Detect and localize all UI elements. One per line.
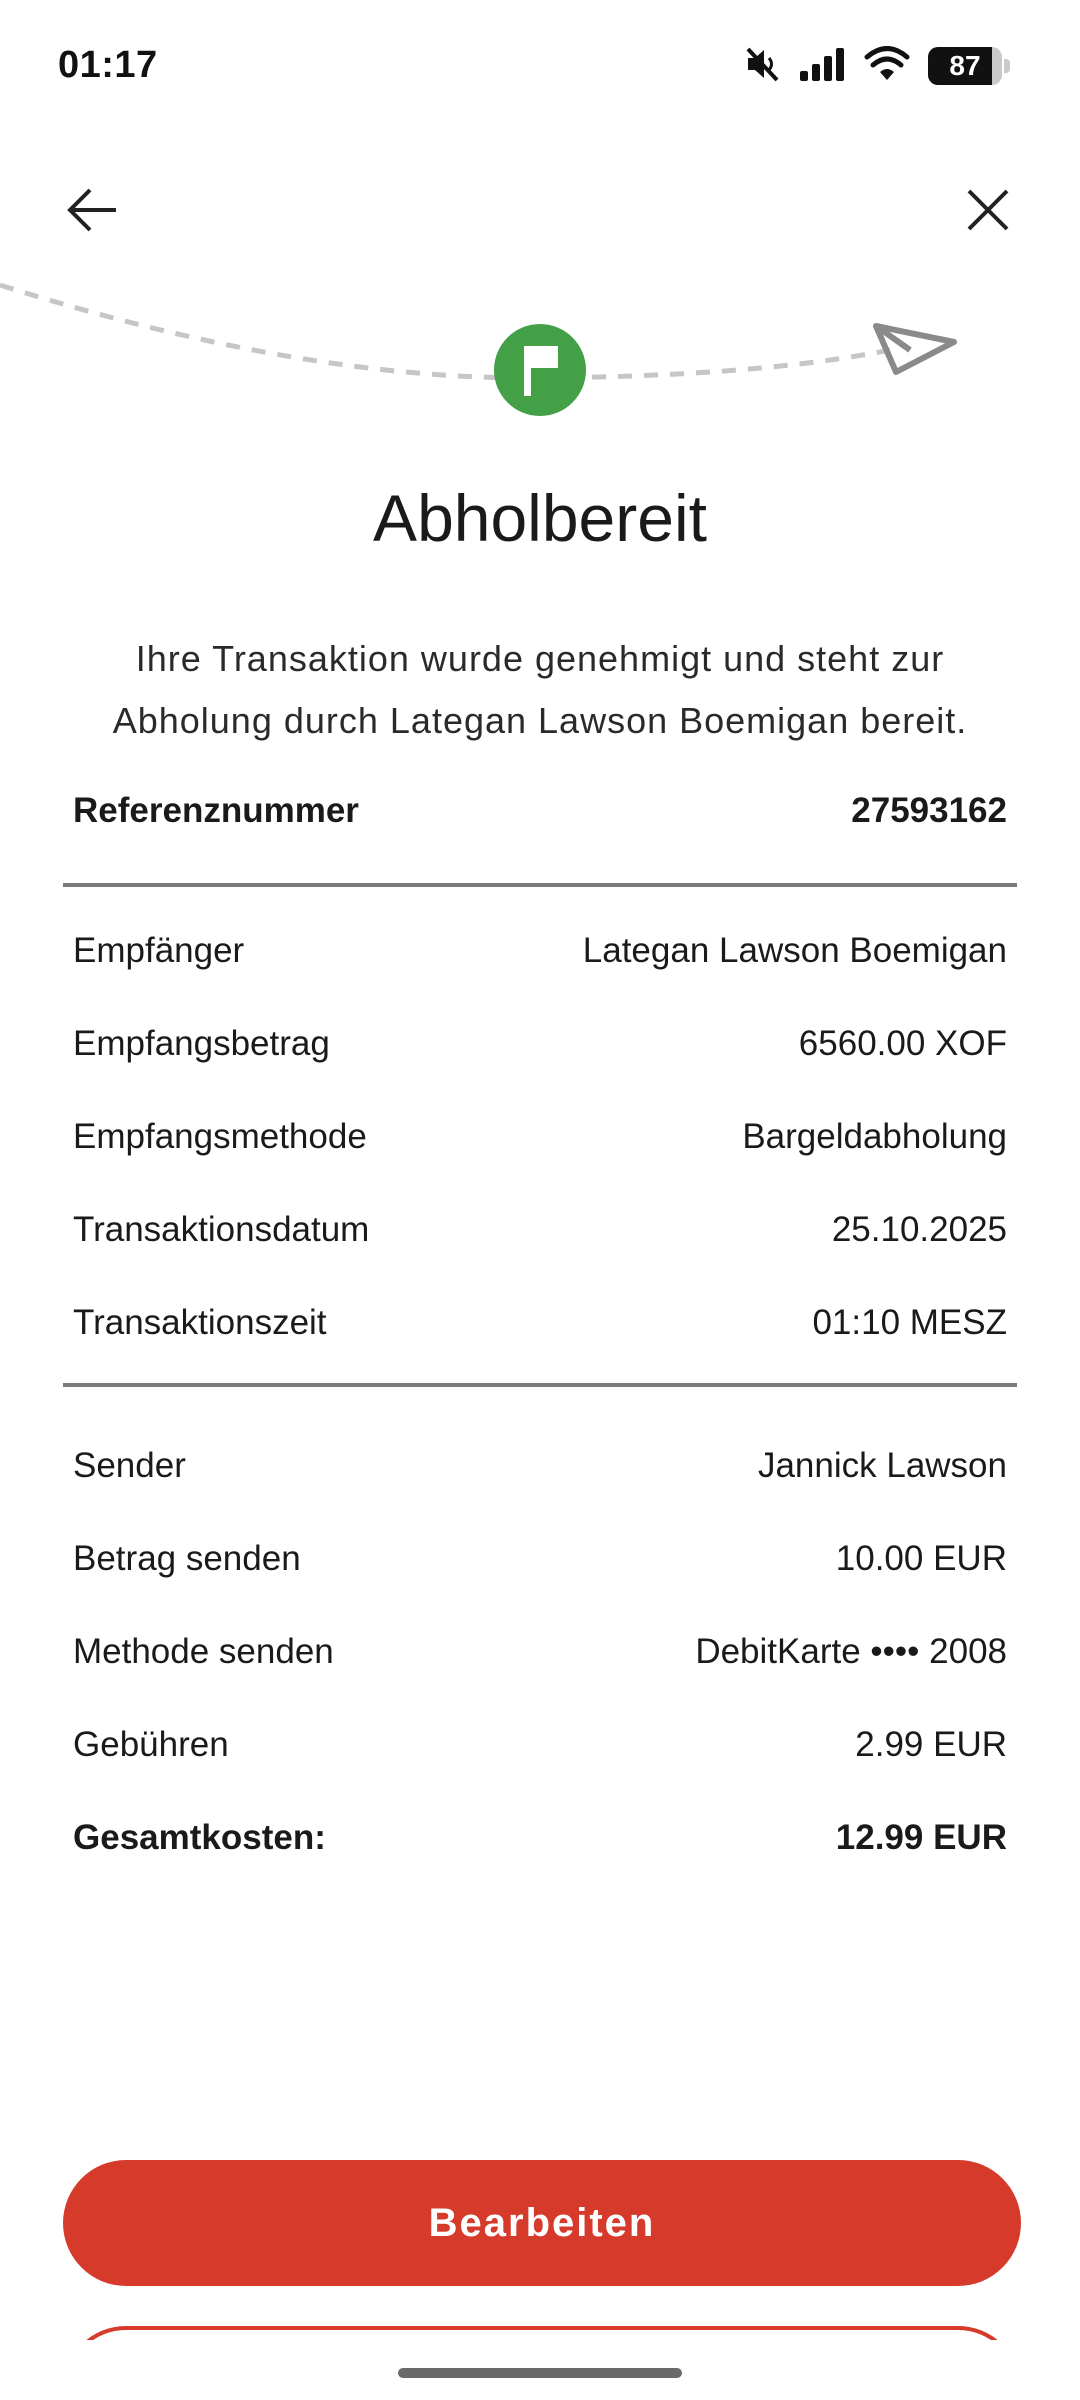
status-icons bbox=[742, 44, 1010, 88]
detail-row-total bbox=[63, 1791, 1017, 1884]
detail-value: DebitKarte •••• 2008 bbox=[695, 1631, 1007, 1671]
detail-label: Transaktionsdatum bbox=[73, 1209, 370, 1249]
reference-value: 27593162 bbox=[851, 790, 1007, 830]
detail-label: Empfangsbetrag bbox=[73, 1023, 330, 1063]
divider bbox=[63, 1383, 1017, 1387]
battery-level: 87 bbox=[949, 50, 981, 81]
detail-value: 6560.00 XOF bbox=[798, 1023, 1007, 1063]
battery-icon bbox=[928, 47, 1010, 85]
close-icon bbox=[966, 188, 1010, 232]
detail-label: Betrag senden bbox=[73, 1538, 301, 1578]
detail-row-transaction-time bbox=[63, 1276, 1017, 1369]
detail-value: 25.10.2025 bbox=[831, 1209, 1007, 1249]
detail-row-sender bbox=[63, 1419, 1017, 1512]
detail-row-receive-amount bbox=[63, 997, 1017, 1090]
detail-row-fees bbox=[63, 1698, 1017, 1791]
detail-label: Methode senden bbox=[73, 1631, 334, 1671]
home-indicator bbox=[398, 2368, 682, 2378]
progress-track bbox=[0, 260, 1080, 440]
detail-value: Jannick Lawson bbox=[757, 1445, 1007, 1485]
status-title: Abholbereit bbox=[373, 481, 707, 555]
detail-value: 2.99 EUR bbox=[855, 1724, 1007, 1764]
detail-value: Bargeldabholung bbox=[742, 1116, 1007, 1156]
reference-row bbox=[63, 764, 1017, 857]
detail-row-send-method bbox=[63, 1605, 1017, 1698]
detail-row-send-amount bbox=[63, 1512, 1017, 1605]
detail-label: Sender bbox=[73, 1445, 186, 1485]
flag-icon bbox=[494, 324, 586, 416]
reference-section bbox=[63, 764, 1017, 887]
detail-label: Transaktionszeit bbox=[73, 1302, 327, 1342]
mute-icon bbox=[742, 44, 782, 89]
status-message: Ihre Transaktion wurde genehmigt und steht zur Abholung durch Lategan Lawson Boemigan bereit. bbox=[112, 638, 968, 741]
detail-value: 01:10 MESZ bbox=[812, 1302, 1007, 1342]
arrow-left-icon bbox=[64, 182, 120, 238]
signal-icon bbox=[800, 47, 846, 86]
edit-button[interactable]: Bearbeiten bbox=[63, 2160, 1021, 2286]
detail-row-recipient bbox=[63, 904, 1017, 997]
detail-label: Empfänger bbox=[73, 930, 245, 970]
divider bbox=[63, 883, 1017, 887]
detail-label: Gebühren bbox=[73, 1724, 229, 1764]
detail-row-transaction-date bbox=[63, 1183, 1017, 1276]
send-icon bbox=[876, 326, 954, 372]
status-time: 01:17 bbox=[58, 44, 158, 86]
wifi-icon bbox=[864, 46, 910, 87]
close-button[interactable] bbox=[956, 178, 1020, 242]
reference-label: Referenznummer bbox=[73, 790, 359, 830]
back-button[interactable] bbox=[60, 178, 124, 242]
total-value: 12.99 EUR bbox=[835, 1817, 1007, 1857]
total-label: Gesamtkosten: bbox=[73, 1817, 326, 1857]
detail-value: 10.00 EUR bbox=[835, 1538, 1007, 1578]
detail-value: Lategan Lawson Boemigan bbox=[582, 930, 1007, 970]
receive-details bbox=[63, 904, 1017, 1387]
send-details bbox=[63, 1419, 1017, 1884]
detail-row-receive-method bbox=[63, 1090, 1017, 1183]
status-bar bbox=[0, 0, 1080, 130]
detail-label: Empfangsmethode bbox=[73, 1116, 367, 1156]
